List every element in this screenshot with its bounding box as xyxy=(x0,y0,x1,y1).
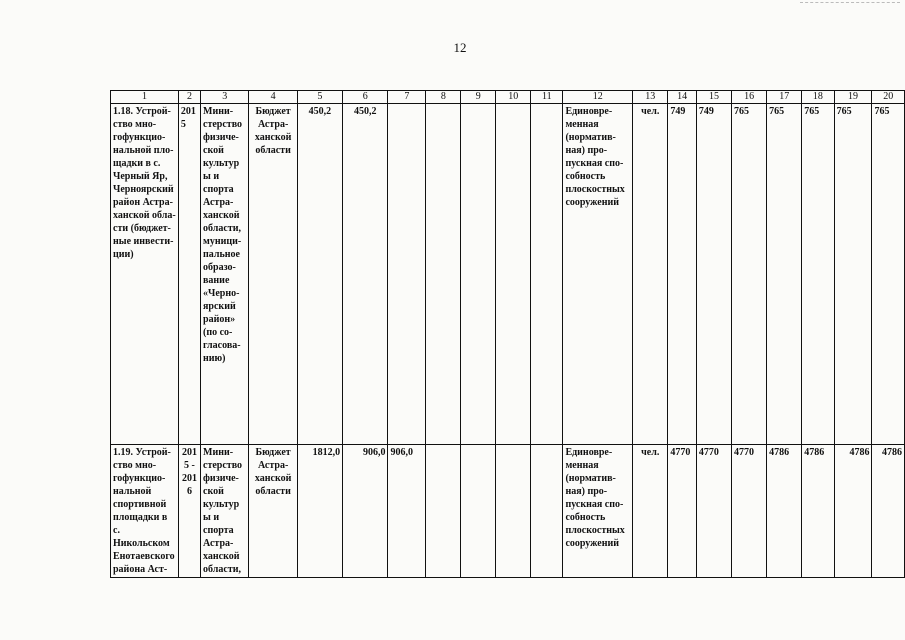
amount-total-cell: 1812,0 xyxy=(297,445,342,578)
program-table xyxy=(110,90,905,578)
period-cell: 2015 xyxy=(178,104,200,445)
amount-col7-cell xyxy=(388,104,426,445)
funding-source-cell: Бюджет Астра-ханской области xyxy=(249,104,297,445)
header-cell: 2 xyxy=(178,91,200,104)
column-number-row xyxy=(111,91,905,104)
period-cell: 2015 - 2016 xyxy=(178,445,200,578)
indicator-cell: Единовре-менная (норматив-ная) про-пускная спо-собность плоскостных сооружений xyxy=(563,104,633,445)
amount-col9-cell xyxy=(461,445,496,578)
header-cell: 20 xyxy=(872,91,905,104)
header-cell: 7 xyxy=(388,91,426,104)
value-cell: 4786 xyxy=(802,445,834,578)
value-cell: 749 xyxy=(668,104,697,445)
amount-col10-cell xyxy=(496,104,531,445)
header-cell: 8 xyxy=(426,91,461,104)
value-cell: 765 xyxy=(872,104,905,445)
value-cell: 765 xyxy=(732,104,767,445)
value-cell: 765 xyxy=(834,104,872,445)
executor-cell: Мини-стерство физиче-ской культуры и спорта Астра-ханской области, муници-пальное образо-вание «Черно-ярский район» (по со-гласова-нию) xyxy=(201,104,249,445)
header-cell: 12 xyxy=(563,91,633,104)
amount-col10-cell xyxy=(496,445,531,578)
value-cell: 765 xyxy=(802,104,834,445)
value-cell: 4786 xyxy=(767,445,802,578)
executor-cell: Мини-стерство физиче-ской культуры и спорта Астра-ханской области, xyxy=(201,445,249,578)
value-cell: 4770 xyxy=(696,445,731,578)
amount-col11-cell xyxy=(531,445,563,578)
header-cell: 19 xyxy=(834,91,872,104)
table-row xyxy=(111,445,905,578)
item-name-cell: 1.18. Устрой-ство мно-гофункцио-нальной пло-щадки в с. Черный Яр, Черноярский район Астра-ханской обла-сти (бюджет-ные инвести-ции) xyxy=(111,104,179,445)
header-cell: 10 xyxy=(496,91,531,104)
header-cell: 13 xyxy=(633,91,668,104)
funding-source-cell: Бюджет Астра-ханской области xyxy=(249,445,297,578)
page-number: 12 xyxy=(453,40,467,55)
amount-col6-cell: 906,0 xyxy=(343,445,388,578)
amount-col11-cell xyxy=(531,104,563,445)
header-cell: 5 xyxy=(297,91,342,104)
item-name-cell: 1.19. Устрой-ство мно-гофункцио-нальной спортивной площадки в с. Никольском Енотаевского района Аст- xyxy=(111,445,179,578)
value-cell: 4770 xyxy=(732,445,767,578)
amount-col6-cell: 450,2 xyxy=(343,104,388,445)
header-cell: 14 xyxy=(668,91,697,104)
amount-col7-cell: 906,0 xyxy=(388,445,426,578)
header-cell: 18 xyxy=(802,91,834,104)
table-row xyxy=(111,104,905,445)
value-cell: 4786 xyxy=(834,445,872,578)
amount-total-cell: 450,2 xyxy=(297,104,342,445)
amount-col8-cell xyxy=(426,445,461,578)
value-cell: 765 xyxy=(767,104,802,445)
indicator-cell: Единовре-менная (норматив-ная) про-пускная спо-собность плоскостных сооружений xyxy=(563,445,633,578)
header-cell: 4 xyxy=(249,91,297,104)
header-cell: 6 xyxy=(343,91,388,104)
unit-cell: чел. xyxy=(633,445,668,578)
header-cell: 9 xyxy=(461,91,496,104)
header-cell: 1 xyxy=(111,91,179,104)
value-cell: 4786 xyxy=(872,445,905,578)
scan-corner-mark xyxy=(800,2,900,3)
header-cell: 17 xyxy=(767,91,802,104)
amount-col8-cell xyxy=(426,104,461,445)
header-cell: 16 xyxy=(732,91,767,104)
header-cell: 15 xyxy=(696,91,731,104)
value-cell: 749 xyxy=(696,104,731,445)
unit-cell: чел. xyxy=(633,104,668,445)
amount-col9-cell xyxy=(461,104,496,445)
value-cell: 4770 xyxy=(668,445,697,578)
header-cell: 11 xyxy=(531,91,563,104)
header-cell: 3 xyxy=(201,91,249,104)
